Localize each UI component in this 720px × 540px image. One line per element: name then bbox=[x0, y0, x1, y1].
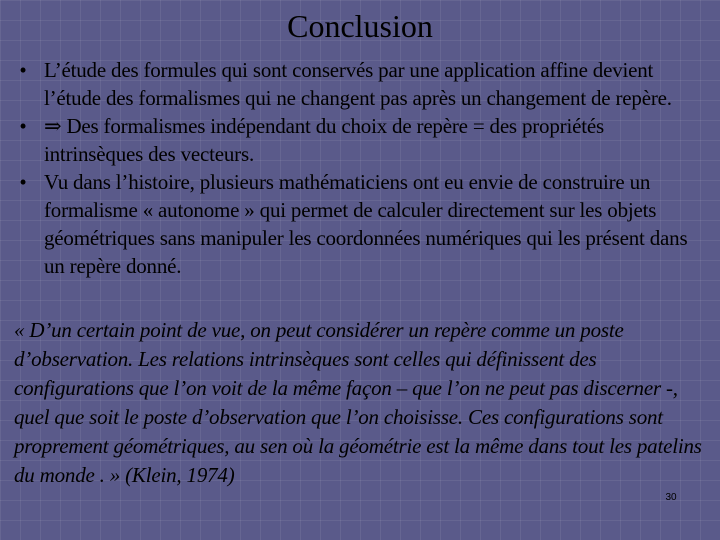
bullet-item bbox=[14, 168, 706, 280]
bullet-list bbox=[14, 56, 706, 280]
bullet-icon: • bbox=[19, 170, 27, 194]
bullet-text: L’étude des formules qui sont conservés par une application affine devient l’étude des formalismes qui ne changent pas après un changement de repère. bbox=[44, 58, 672, 110]
bullet-item bbox=[14, 56, 706, 112]
bullet-item bbox=[14, 112, 706, 168]
bullet-icon: • bbox=[19, 58, 27, 82]
bullet-icon: • bbox=[19, 114, 27, 138]
bullet-text: Vu dans l’histoire, plusieurs mathématiciens ont eu envie de construire un formalisme « autonome » qui permet de calculer directement sur les objets géométriques sans manipuler les coordonnées numériques qui les présent dans un repère donné. bbox=[44, 170, 688, 278]
bullet-text: ⇒ Des formalismes indépendant du choix de repère = des propriétés intrinsèques des vecteurs. bbox=[44, 114, 604, 166]
page-number: 30 bbox=[665, 492, 677, 503]
klein-quote: « D’un certain point de vue, on peut considérer un repère comme un poste d’observation. Les relations intrinsèques sont celles qui définissent des configurations que l’on voit de la même façon – que l’on ne peut pas discerner -, quel que soit le poste d’observation que l’on choisisse. Ces configurations sont proprement géométriques, au sen où la géométrie est la même dans tout les patelins du monde . » (Klein, 1974) bbox=[14, 318, 702, 487]
slide-title: Conclusion bbox=[287, 8, 433, 44]
